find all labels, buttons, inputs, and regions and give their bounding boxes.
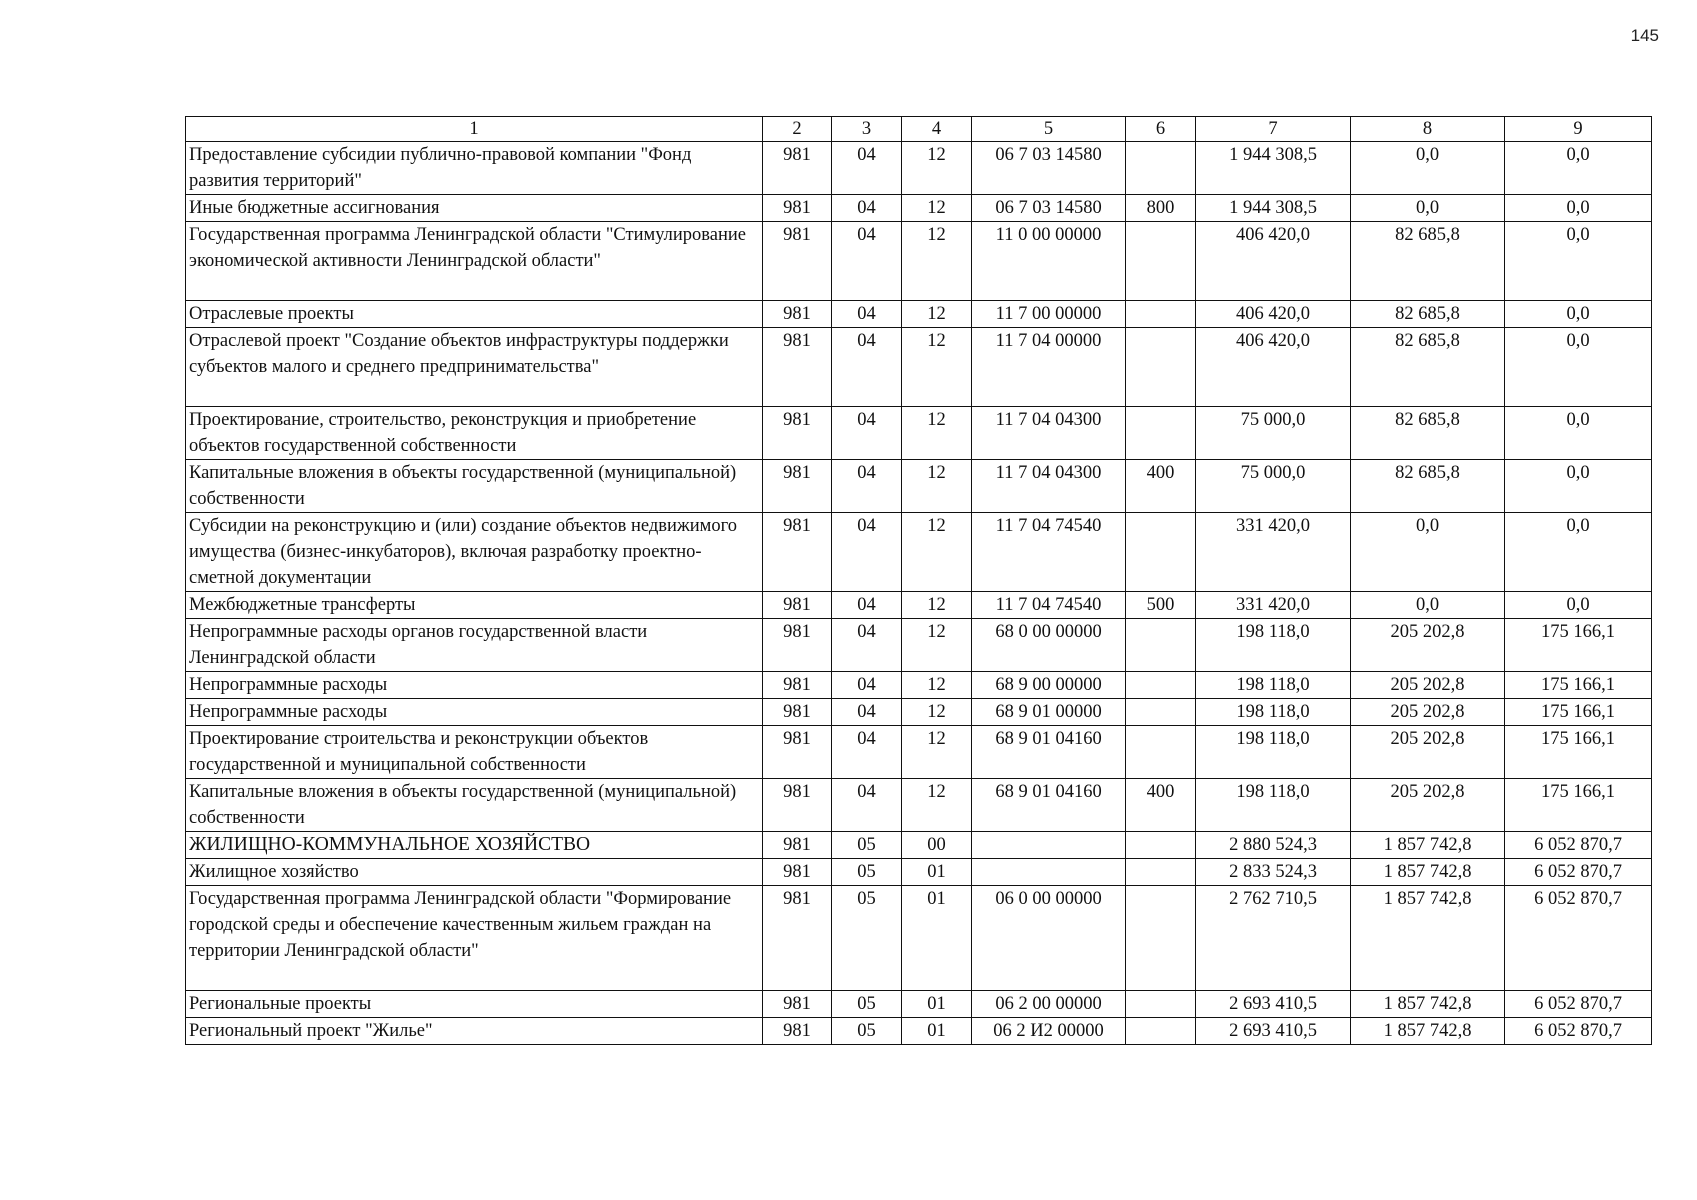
- amount-col8-cell: 1 857 742,8: [1351, 991, 1505, 1018]
- amount-col7-cell: 2 693 410,5: [1196, 991, 1351, 1018]
- row-name-cell: Региональный проект "Жилье": [186, 1018, 763, 1045]
- row-name-cell: Жилищное хозяйство: [186, 859, 763, 886]
- section-code-cell: 04: [832, 779, 902, 832]
- expense-type-cell: [1126, 142, 1196, 195]
- table-row: [186, 859, 1652, 886]
- table-row: [186, 513, 1652, 592]
- grbs-code-cell: 981: [763, 859, 832, 886]
- amount-col7-cell: 75 000,0: [1196, 460, 1351, 513]
- expense-type-cell: [1126, 328, 1196, 407]
- amount-col9-cell: 175 166,1: [1505, 726, 1652, 779]
- target-article-cell: 68 9 00 00000: [972, 672, 1126, 699]
- amount-col7-cell: 198 118,0: [1196, 779, 1351, 832]
- row-name-cell: Непрограммные расходы: [186, 672, 763, 699]
- expense-type-cell: [1126, 991, 1196, 1018]
- section-code-cell: 04: [832, 407, 902, 460]
- amount-col8-cell: 1 857 742,8: [1351, 832, 1505, 859]
- expense-type-cell: 800: [1126, 195, 1196, 222]
- amount-col9-cell: 0,0: [1505, 407, 1652, 460]
- section-code-cell: 04: [832, 460, 902, 513]
- grbs-code-cell: 981: [763, 1018, 832, 1045]
- target-article-cell: 06 7 03 14580: [972, 142, 1126, 195]
- table-row: [186, 142, 1652, 195]
- amount-col8-cell: 205 202,8: [1351, 779, 1505, 832]
- amount-col7-cell: 406 420,0: [1196, 328, 1351, 407]
- section-code-cell: 04: [832, 699, 902, 726]
- header-cell-1: 1: [186, 117, 763, 142]
- amount-col8-cell: 1 857 742,8: [1351, 886, 1505, 991]
- target-article-cell: 68 0 00 00000: [972, 619, 1126, 672]
- table-row: [186, 460, 1652, 513]
- subsection-code-cell: 12: [902, 699, 972, 726]
- section-code-cell: 04: [832, 592, 902, 619]
- amount-col8-cell: 205 202,8: [1351, 619, 1505, 672]
- target-article-cell: 06 0 00 00000: [972, 886, 1126, 991]
- grbs-code-cell: 981: [763, 222, 832, 301]
- expense-type-cell: [1126, 859, 1196, 886]
- amount-col9-cell: 6 052 870,7: [1505, 832, 1652, 859]
- row-name-cell: Проектирование, строительство, реконструкция и приобретение объектов государственной собственности: [186, 407, 763, 460]
- grbs-code-cell: 981: [763, 619, 832, 672]
- table-row: [186, 195, 1652, 222]
- header-cell-2: 2: [763, 117, 832, 142]
- amount-col8-cell: 0,0: [1351, 513, 1505, 592]
- target-article-cell: 11 0 00 00000: [972, 222, 1126, 301]
- target-article-cell: [972, 832, 1126, 859]
- grbs-code-cell: 981: [763, 592, 832, 619]
- grbs-code-cell: 981: [763, 513, 832, 592]
- expense-type-cell: [1126, 619, 1196, 672]
- amount-col8-cell: 1 857 742,8: [1351, 859, 1505, 886]
- target-article-cell: 68 9 01 04160: [972, 779, 1126, 832]
- amount-col8-cell: 82 685,8: [1351, 407, 1505, 460]
- target-article-cell: 11 7 04 74540: [972, 513, 1126, 592]
- expense-type-cell: [1126, 672, 1196, 699]
- amount-col7-cell: 198 118,0: [1196, 619, 1351, 672]
- amount-col8-cell: 205 202,8: [1351, 726, 1505, 779]
- expense-type-cell: [1126, 726, 1196, 779]
- grbs-code-cell: 981: [763, 779, 832, 832]
- subsection-code-cell: 01: [902, 859, 972, 886]
- table-row: [186, 886, 1652, 991]
- target-article-cell: [972, 859, 1126, 886]
- row-name-cell: Непрограммные расходы органов государственной власти Ленинградской области: [186, 619, 763, 672]
- budget-table: [185, 116, 1652, 1045]
- subsection-code-cell: 12: [902, 222, 972, 301]
- amount-col7-cell: 406 420,0: [1196, 301, 1351, 328]
- subsection-code-cell: 12: [902, 592, 972, 619]
- section-code-cell: 05: [832, 832, 902, 859]
- table-row: [186, 832, 1652, 859]
- table-row: [186, 301, 1652, 328]
- expense-type-cell: [1126, 407, 1196, 460]
- table-row: [186, 726, 1652, 779]
- amount-col7-cell: 198 118,0: [1196, 672, 1351, 699]
- grbs-code-cell: 981: [763, 726, 832, 779]
- subsection-code-cell: 12: [902, 779, 972, 832]
- table-row: [186, 779, 1652, 832]
- amount-col9-cell: 0,0: [1505, 592, 1652, 619]
- row-name-cell: Отраслевые проекты: [186, 301, 763, 328]
- amount-col7-cell: 198 118,0: [1196, 726, 1351, 779]
- subsection-code-cell: 12: [902, 460, 972, 513]
- amount-col9-cell: 175 166,1: [1505, 672, 1652, 699]
- amount-col7-cell: 2 693 410,5: [1196, 1018, 1351, 1045]
- amount-col9-cell: 0,0: [1505, 460, 1652, 513]
- section-code-cell: 05: [832, 859, 902, 886]
- amount-col7-cell: 331 420,0: [1196, 513, 1351, 592]
- expense-type-cell: [1126, 513, 1196, 592]
- amount-col8-cell: 205 202,8: [1351, 672, 1505, 699]
- row-name-cell: Региональные проекты: [186, 991, 763, 1018]
- grbs-code-cell: 981: [763, 195, 832, 222]
- grbs-code-cell: 981: [763, 886, 832, 991]
- amount-col8-cell: 0,0: [1351, 592, 1505, 619]
- table-body: [186, 117, 1652, 1045]
- header-cell-5: 5: [972, 117, 1126, 142]
- grbs-code-cell: 981: [763, 407, 832, 460]
- amount-col7-cell: 198 118,0: [1196, 699, 1351, 726]
- amount-col9-cell: 6 052 870,7: [1505, 859, 1652, 886]
- amount-col7-cell: 331 420,0: [1196, 592, 1351, 619]
- amount-col8-cell: 1 857 742,8: [1351, 1018, 1505, 1045]
- section-code-cell: 04: [832, 195, 902, 222]
- subsection-code-cell: 12: [902, 619, 972, 672]
- subsection-code-cell: 12: [902, 142, 972, 195]
- target-article-cell: 11 7 04 00000: [972, 328, 1126, 407]
- row-name-cell: Предоставление субсидии публично-правовой компании "Фонд развития территорий": [186, 142, 763, 195]
- target-article-cell: 06 2 00 00000: [972, 991, 1126, 1018]
- expense-type-cell: [1126, 301, 1196, 328]
- subsection-code-cell: 12: [902, 407, 972, 460]
- table-row: [186, 672, 1652, 699]
- header-cell-7: 7: [1196, 117, 1351, 142]
- amount-col8-cell: 0,0: [1351, 142, 1505, 195]
- expense-type-cell: [1126, 832, 1196, 859]
- subsection-code-cell: 12: [902, 672, 972, 699]
- row-name-cell: ЖИЛИЩНО-КОММУНАЛЬНОЕ ХОЗЯЙСТВО: [186, 832, 763, 859]
- subsection-code-cell: 01: [902, 991, 972, 1018]
- grbs-code-cell: 981: [763, 460, 832, 513]
- amount-col9-cell: 0,0: [1505, 513, 1652, 592]
- subsection-code-cell: 12: [902, 513, 972, 592]
- target-article-cell: 68 9 01 00000: [972, 699, 1126, 726]
- amount-col9-cell: 0,0: [1505, 328, 1652, 407]
- amount-col9-cell: 0,0: [1505, 301, 1652, 328]
- table-row: [186, 222, 1652, 301]
- target-article-cell: 06 2 И2 00000: [972, 1018, 1126, 1045]
- section-code-cell: 04: [832, 301, 902, 328]
- expense-type-cell: [1126, 699, 1196, 726]
- section-code-cell: 05: [832, 886, 902, 991]
- expense-type-cell: 400: [1126, 460, 1196, 513]
- row-name-cell: Капитальные вложения в объекты государственной (муниципальной) собственности: [186, 779, 763, 832]
- section-code-cell: 04: [832, 142, 902, 195]
- table-row: [186, 407, 1652, 460]
- subsection-code-cell: 12: [902, 328, 972, 407]
- section-code-cell: 04: [832, 328, 902, 407]
- amount-col7-cell: 2 833 524,3: [1196, 859, 1351, 886]
- grbs-code-cell: 981: [763, 328, 832, 407]
- section-code-cell: 04: [832, 513, 902, 592]
- amount-col7-cell: 2 762 710,5: [1196, 886, 1351, 991]
- subsection-code-cell: 00: [902, 832, 972, 859]
- row-name-cell: Субсидии на реконструкцию и (или) создание объектов недвижимого имущества (бизнес-инкубаторов), включая разработку проектно-сметной документации: [186, 513, 763, 592]
- grbs-code-cell: 981: [763, 142, 832, 195]
- subsection-code-cell: 01: [902, 886, 972, 991]
- amount-col7-cell: 75 000,0: [1196, 407, 1351, 460]
- row-name-cell: Проектирование строительства и реконструкции объектов государственной и муниципальной собственности: [186, 726, 763, 779]
- row-name-cell: Государственная программа Ленинградской области "Формирование городской среды и обеспечение качественным жильем граждан на территории Ленинградской области": [186, 886, 763, 991]
- page-number: 145: [1630, 26, 1659, 45]
- header-cell-6: 6: [1126, 117, 1196, 142]
- header-cell-4: 4: [902, 117, 972, 142]
- subsection-code-cell: 12: [902, 195, 972, 222]
- amount-col9-cell: 0,0: [1505, 195, 1652, 222]
- target-article-cell: 11 7 04 04300: [972, 407, 1126, 460]
- table-row: [186, 592, 1652, 619]
- section-code-cell: 04: [832, 619, 902, 672]
- expense-type-cell: [1126, 222, 1196, 301]
- amount-col9-cell: 175 166,1: [1505, 699, 1652, 726]
- amount-col9-cell: 175 166,1: [1505, 779, 1652, 832]
- table-row: [186, 699, 1652, 726]
- amount-col7-cell: 1 944 308,5: [1196, 195, 1351, 222]
- section-code-cell: 04: [832, 726, 902, 779]
- amount-col9-cell: 6 052 870,7: [1505, 1018, 1652, 1045]
- expense-type-cell: 400: [1126, 779, 1196, 832]
- grbs-code-cell: 981: [763, 991, 832, 1018]
- row-name-cell: Капитальные вложения в объекты государственной (муниципальной) собственности: [186, 460, 763, 513]
- amount-col8-cell: 82 685,8: [1351, 301, 1505, 328]
- section-code-cell: 04: [832, 672, 902, 699]
- target-article-cell: 06 7 03 14580: [972, 195, 1126, 222]
- subsection-code-cell: 12: [902, 726, 972, 779]
- section-code-cell: 05: [832, 1018, 902, 1045]
- target-article-cell: 68 9 01 04160: [972, 726, 1126, 779]
- amount-col8-cell: 205 202,8: [1351, 699, 1505, 726]
- grbs-code-cell: 981: [763, 832, 832, 859]
- target-article-cell: 11 7 04 74540: [972, 592, 1126, 619]
- table-row: [186, 991, 1652, 1018]
- row-name-cell: Иные бюджетные ассигнования: [186, 195, 763, 222]
- amount-col7-cell: 1 944 308,5: [1196, 142, 1351, 195]
- amount-col7-cell: 406 420,0: [1196, 222, 1351, 301]
- header-cell-9: 9: [1505, 117, 1652, 142]
- amount-col9-cell: 6 052 870,7: [1505, 991, 1652, 1018]
- row-name-cell: Непрограммные расходы: [186, 699, 763, 726]
- expense-type-cell: [1126, 886, 1196, 991]
- grbs-code-cell: 981: [763, 699, 832, 726]
- grbs-code-cell: 981: [763, 672, 832, 699]
- amount-col8-cell: 82 685,8: [1351, 460, 1505, 513]
- amount-col9-cell: 0,0: [1505, 142, 1652, 195]
- table-row: [186, 1018, 1652, 1045]
- header-cell-8: 8: [1351, 117, 1505, 142]
- target-article-cell: 11 7 04 04300: [972, 460, 1126, 513]
- table-row: [186, 619, 1652, 672]
- expense-type-cell: 500: [1126, 592, 1196, 619]
- amount-col9-cell: 0,0: [1505, 222, 1652, 301]
- expense-type-cell: [1126, 1018, 1196, 1045]
- amount-col8-cell: 82 685,8: [1351, 222, 1505, 301]
- header-row: [186, 117, 1652, 142]
- row-name-cell: Межбюджетные трансферты: [186, 592, 763, 619]
- section-code-cell: 04: [832, 222, 902, 301]
- amount-col8-cell: 82 685,8: [1351, 328, 1505, 407]
- subsection-code-cell: 12: [902, 301, 972, 328]
- header-cell-3: 3: [832, 117, 902, 142]
- row-name-cell: Отраслевой проект "Создание объектов инфраструктуры поддержки субъектов малого и среднего предпринимательства": [186, 328, 763, 407]
- amount-col7-cell: 2 880 524,3: [1196, 832, 1351, 859]
- amount-col8-cell: 0,0: [1351, 195, 1505, 222]
- section-code-cell: 05: [832, 991, 902, 1018]
- amount-col9-cell: 175 166,1: [1505, 619, 1652, 672]
- subsection-code-cell: 01: [902, 1018, 972, 1045]
- amount-col9-cell: 6 052 870,7: [1505, 886, 1652, 991]
- grbs-code-cell: 981: [763, 301, 832, 328]
- table-row: [186, 328, 1652, 407]
- row-name-cell: Государственная программа Ленинградской области "Стимулирование экономической активности Ленинградской области": [186, 222, 763, 301]
- target-article-cell: 11 7 00 00000: [972, 301, 1126, 328]
